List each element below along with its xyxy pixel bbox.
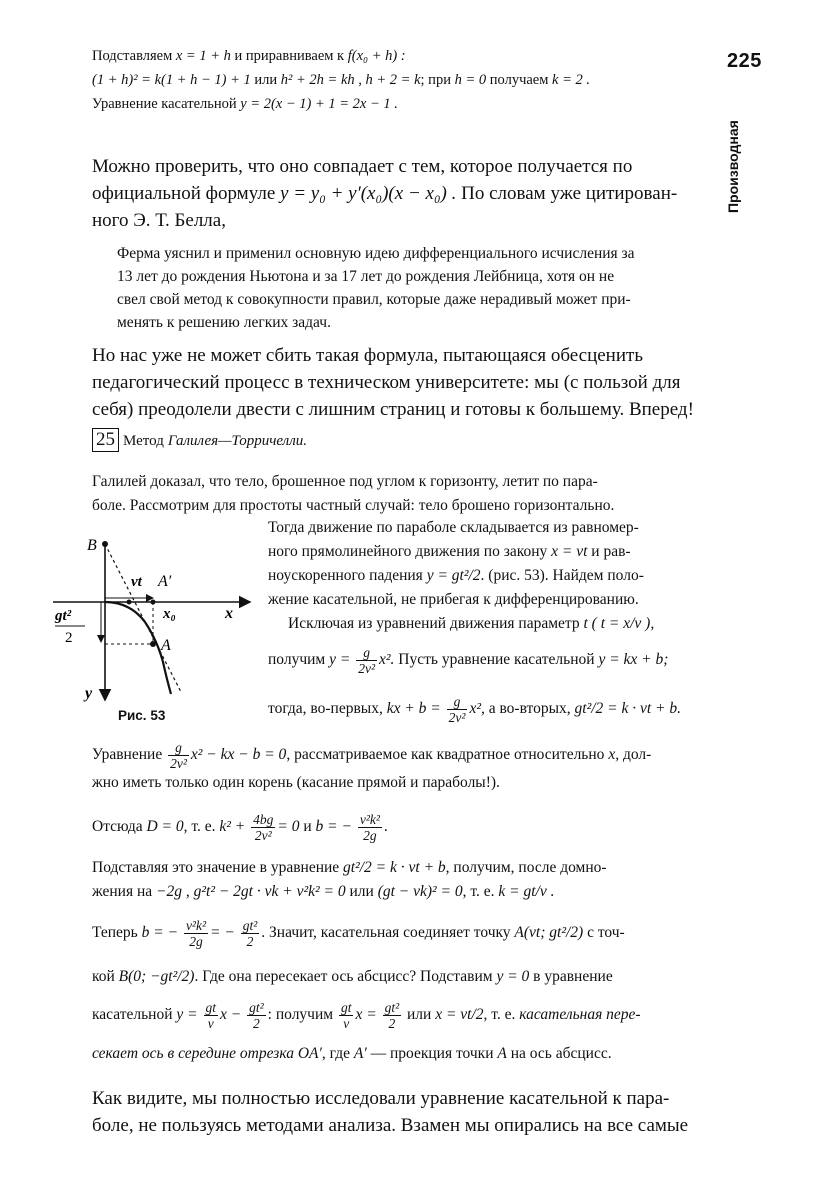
paragraph-5: Подставляя это значение в уравнение gt²/2 = k · vt + b, получим, после домно- жения на −2g , g²t² − 2gt · vk + v²k² = 0 или (gt − vk)² = 0, т. е. k = gt/v .	[92, 859, 607, 900]
paragraph-6-line-4: секает ось в середине отрезка OA′, где A′ — проекция точки A на ось абсцисс.	[92, 1045, 612, 1062]
paragraph-6-line-2: кой B(0; −gt²/2). Где она пересекает ось абсцисс? Подставим y = 0 в уравнение	[92, 968, 613, 985]
point-A	[150, 641, 156, 647]
label-y: y	[85, 685, 93, 702]
running-header-text: Производная	[725, 120, 741, 213]
paragraph-3-column: Тогда движение по параболе складывается из равномер- ного прямолинейного движения по закону x = vt и рав- ноускоренного падения y = gt²/2. (рис. 53). Найдем поло- жение касательной, не прибегая к дифференцированию. Исключая из уравнений движения параметр t ( t = x/v ),	[268, 519, 655, 632]
quote-block: Ферма уяснил и применил основную идею дифференциального исчисления за 13 лет до рождения Ньютона и за 17 лет до рождения Лейбница, хотя он не свел свой метод к совокупности правил, которые даже нерадивый может при- менять к решению легких задач.	[117, 245, 635, 331]
label-x0: x₀	[163, 606, 176, 622]
paragraph-2: Но нас уже не может сбить такая формула, пытающаяся обесценить педагогический процесс в техническом университете: мы (с пользой для себя) преодолели двести с лишним страниц и готовы к большему. Вперед!	[92, 345, 694, 420]
paragraph-4-eq: Отсюда D = 0, т. е. k² + $\frac{4bg}{\text{2v²}}$ = 0 и b = − $\frac{\text{v²k²}}{2g}$ .	[92, 812, 388, 843]
page-number: 225	[727, 50, 762, 72]
paragraph-1: Можно проверить, что оно совпадает с тем, которое получается по официальной формуле y = y₀ + y′(x₀)(x − x₀) . По словам уже цитирован- ного Э. Т. Белла,	[92, 156, 678, 231]
label-2: 2	[65, 630, 73, 646]
section-number: 25	[92, 428, 119, 452]
figure-53	[45, 522, 265, 712]
paragraph-3-top: Галилей доказал, что тело, брошенное под углом к горизонту, летит по пара- боле. Рассмотрим для простоты частный случай: тело брошено горизонтально.	[92, 473, 615, 514]
paragraph-3-eq2: тогда, во-первых, kx + b = $\frac{g}{\text{2v²}}$ x², а во-вторых, gt²/2 = k · vt + b.	[268, 694, 682, 725]
figure-caption: Рис. 53	[118, 708, 166, 723]
running-header	[722, 95, 752, 215]
paragraph-3-eq1: получим y = $\frac{g}{\text{2v²}}$ x². Пусть уравнение касательной y = kx + b;	[268, 645, 669, 676]
top-line-1: Подставляем x = 1 + h и приравниваем к f(x₀ + h) :	[92, 48, 406, 64]
paragraph-7: Как видите, мы полностью исследовали уравнение касательной к пара- боле, не пользуясь методами анализа. Взамен мы опирались на все самые	[92, 1088, 689, 1136]
label-B: B	[87, 537, 97, 554]
label-gt2: gt²	[55, 608, 72, 624]
label-A: A	[161, 637, 171, 654]
top-line-3: Уравнение касательной y = 2(x − 1) + 1 = 2x − 1 .	[92, 96, 398, 112]
paragraph-4: Уравнение $\frac{g}{\text{2v²}}$ x² − kx − b = 0, рассматриваемое как квадратное относительно x, дол- жно иметь только один корень (касание прямой и параболы!).	[92, 740, 652, 791]
paragraph-6-line-1: Теперь b = − $\frac{\text{v²k²}}{2g}$ = − $\frac{\text{gt²}}{2}$ . Значит, касательная соединяет точку A(vt; gt²/2) с точ-	[92, 918, 625, 949]
label-x: x	[225, 605, 233, 622]
top-line-2: (1 + h)² = k(1 + h − 1) + 1 или h² + 2h = kh , h + 2 = k; при h = 0 получаем k = 2 .	[92, 72, 591, 88]
top-block	[92, 44, 712, 116]
point-x0	[127, 600, 132, 605]
label-Aprime: A′	[158, 573, 172, 590]
paragraph-6-line-3: касательной y = $\frac{gt}{v}$ x − $\frac{\text{gt²}}{2}$ : получим $\frac{gt}{v}$ x = $\frac{\text{gt²}}{2}$ или x = vt/2, т. е. касательная пере-	[92, 1000, 641, 1031]
section-title: Галилея—Торричелли.	[167, 433, 308, 449]
section-heading: 25 Метод Галилея—Торричелли.	[92, 428, 307, 452]
point-Aprime	[151, 600, 156, 605]
point-B	[102, 541, 108, 547]
label-vt: vt	[131, 574, 142, 590]
